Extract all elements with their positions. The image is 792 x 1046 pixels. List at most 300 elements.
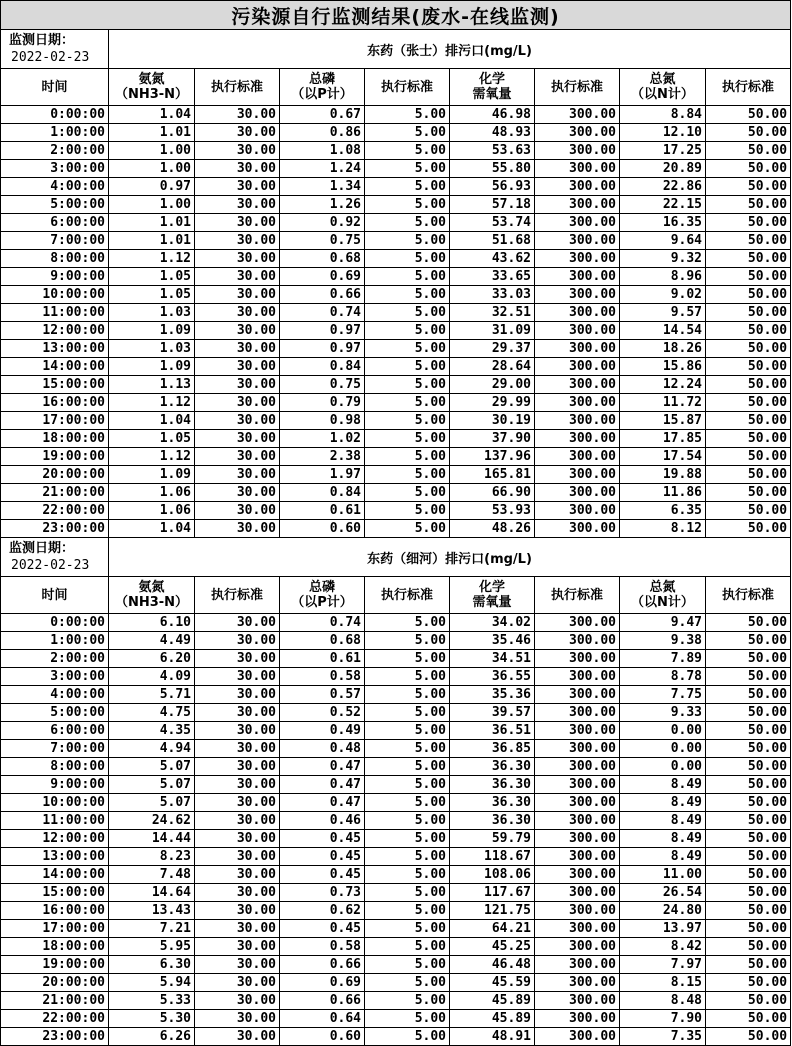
cod-value: 36.30: [450, 758, 535, 776]
cod-standard: 300.00: [535, 340, 620, 358]
nh3-standard: 30.00: [195, 956, 280, 974]
nh3-value: 1.05: [109, 286, 195, 304]
table-row: [1, 776, 791, 794]
tn-standard: 50.00: [706, 848, 791, 866]
tp-standard: 5.00: [365, 740, 450, 758]
tp-standard: 5.00: [365, 794, 450, 812]
tp-value: 0.64: [280, 1010, 365, 1028]
table-row: [1, 902, 791, 920]
table-row: [1, 250, 791, 268]
cod-value: 46.98: [450, 106, 535, 124]
time-cell: 16:00:00: [1, 902, 109, 920]
cod-standard: 300.00: [535, 902, 620, 920]
tn-value: 8.96: [620, 268, 706, 286]
tn-value: 0.00: [620, 758, 706, 776]
col-tn-line1: 总氮: [649, 580, 676, 595]
tp-standard: 5.00: [365, 502, 450, 520]
tn-standard: 50.00: [706, 376, 791, 394]
tp-standard: 5.00: [365, 466, 450, 484]
nh3-standard: 30.00: [195, 448, 280, 466]
tp-value: 0.58: [280, 938, 365, 956]
time-cell: 23:00:00: [1, 1028, 109, 1046]
nh3-standard: 30.00: [195, 686, 280, 704]
tn-standard: 50.00: [706, 794, 791, 812]
tn-value: 15.87: [620, 412, 706, 430]
tp-standard: 5.00: [365, 448, 450, 466]
tn-standard: 50.00: [706, 448, 791, 466]
tn-standard: 50.00: [706, 502, 791, 520]
cod-value: 45.89: [450, 992, 535, 1010]
tn-value: 17.25: [620, 142, 706, 160]
cod-standard: 300.00: [535, 632, 620, 650]
tp-standard: 5.00: [365, 650, 450, 668]
cod-standard: 300.00: [535, 758, 620, 776]
tp-standard: 5.00: [365, 848, 450, 866]
cod-standard: 300.00: [535, 686, 620, 704]
nh3-standard: 30.00: [195, 650, 280, 668]
tp-standard: 5.00: [365, 1010, 450, 1028]
tn-standard: 50.00: [706, 466, 791, 484]
time-cell: 19:00:00: [1, 956, 109, 974]
time-cell: 9:00:00: [1, 268, 109, 286]
table-row: [1, 214, 791, 232]
tp-value: 0.86: [280, 124, 365, 142]
table-row: [1, 448, 791, 466]
table-row: [1, 178, 791, 196]
cod-value: 36.30: [450, 812, 535, 830]
tp-value: 0.47: [280, 776, 365, 794]
cod-standard: 300.00: [535, 268, 620, 286]
tp-standard: 5.00: [365, 178, 450, 196]
time-cell: 12:00:00: [1, 830, 109, 848]
tp-standard: 5.00: [365, 430, 450, 448]
nh3-value: 7.21: [109, 920, 195, 938]
tn-standard: 50.00: [706, 866, 791, 884]
nh3-standard: 30.00: [195, 1010, 280, 1028]
cod-value: 31.09: [450, 322, 535, 340]
nh3-value: 1.03: [109, 304, 195, 322]
cod-standard: 300.00: [535, 484, 620, 502]
nh3-value: 1.01: [109, 232, 195, 250]
tp-value: 0.62: [280, 902, 365, 920]
tp-standard: 5.00: [365, 686, 450, 704]
tp-standard: 5.00: [365, 214, 450, 232]
tn-standard: 50.00: [706, 232, 791, 250]
cod-value: 55.80: [450, 160, 535, 178]
table-row: [1, 358, 791, 376]
table-row: [1, 1028, 791, 1046]
tp-value: 0.61: [280, 650, 365, 668]
tp-standard: 5.00: [365, 412, 450, 430]
cod-value: 36.30: [450, 794, 535, 812]
col-cod: [450, 577, 535, 614]
tp-standard: 5.00: [365, 632, 450, 650]
cod-value: 48.93: [450, 124, 535, 142]
col-tn-line2: （以N计）: [631, 87, 694, 102]
column-header-row: [1, 577, 791, 614]
table-row: [1, 466, 791, 484]
tp-standard: 5.00: [365, 1028, 450, 1046]
col-std: 执行标准: [365, 577, 450, 614]
col-nh3-line2: （NH3-N）: [114, 595, 189, 610]
nh3-value: 1.09: [109, 358, 195, 376]
time-cell: 18:00:00: [1, 938, 109, 956]
nh3-value: 5.07: [109, 794, 195, 812]
col-tp-line1: 总磷: [308, 72, 335, 87]
section-header: [1, 538, 791, 577]
time-cell: 16:00:00: [1, 394, 109, 412]
table-row: [1, 286, 791, 304]
tp-standard: 5.00: [365, 992, 450, 1010]
col-nh3: [109, 69, 195, 106]
tp-standard: 5.00: [365, 376, 450, 394]
table-row: [1, 142, 791, 160]
tp-standard: 5.00: [365, 722, 450, 740]
nh3-value: 1.12: [109, 250, 195, 268]
cod-standard: 300.00: [535, 214, 620, 232]
cod-value: 43.62: [450, 250, 535, 268]
tn-standard: 50.00: [706, 938, 791, 956]
nh3-value: 5.71: [109, 686, 195, 704]
table-row: [1, 196, 791, 214]
time-cell: 20:00:00: [1, 466, 109, 484]
cod-standard: 300.00: [535, 358, 620, 376]
tn-value: 7.35: [620, 1028, 706, 1046]
col-tp-line2: （以P计）: [291, 87, 353, 102]
cod-value: 36.85: [450, 740, 535, 758]
time-cell: 22:00:00: [1, 1010, 109, 1028]
cod-value: 51.68: [450, 232, 535, 250]
tn-value: 8.84: [620, 106, 706, 124]
time-cell: 8:00:00: [1, 250, 109, 268]
tp-standard: 5.00: [365, 160, 450, 178]
nh3-standard: 30.00: [195, 758, 280, 776]
time-cell: 3:00:00: [1, 668, 109, 686]
nh3-standard: 30.00: [195, 484, 280, 502]
tn-standard: 50.00: [706, 106, 791, 124]
nh3-value: 5.33: [109, 992, 195, 1010]
cod-standard: 300.00: [535, 502, 620, 520]
tn-value: 7.97: [620, 956, 706, 974]
outlet-title: 东药（细河）排污口(mg/L): [109, 538, 791, 577]
tn-standard: 50.00: [706, 668, 791, 686]
tn-standard: 50.00: [706, 830, 791, 848]
date-label: 监测日期：: [9, 541, 75, 556]
tp-value: 0.66: [280, 992, 365, 1010]
time-cell: 23:00:00: [1, 520, 109, 538]
table-row: [1, 812, 791, 830]
col-cod-line1: 化学: [478, 580, 505, 595]
tn-standard: 50.00: [706, 412, 791, 430]
cod-standard: 300.00: [535, 322, 620, 340]
tp-value: 0.47: [280, 758, 365, 776]
col-tn-line2: （以N计）: [631, 595, 694, 610]
nh3-standard: 30.00: [195, 776, 280, 794]
tn-value: 0.00: [620, 740, 706, 758]
time-cell: 2:00:00: [1, 650, 109, 668]
date-value: 2022-02-23: [11, 50, 90, 65]
tp-value: 1.26: [280, 196, 365, 214]
nh3-standard: 30.00: [195, 740, 280, 758]
cod-value: 35.46: [450, 632, 535, 650]
cod-standard: 300.00: [535, 866, 620, 884]
nh3-value: 1.05: [109, 430, 195, 448]
cod-standard: 300.00: [535, 992, 620, 1010]
tp-standard: 5.00: [365, 286, 450, 304]
cod-value: 57.18: [450, 196, 535, 214]
cod-standard: 300.00: [535, 304, 620, 322]
nh3-standard: 30.00: [195, 430, 280, 448]
nh3-standard: 30.00: [195, 632, 280, 650]
cod-value: 56.93: [450, 178, 535, 196]
nh3-value: 4.49: [109, 632, 195, 650]
table-row: [1, 866, 791, 884]
cod-standard: 300.00: [535, 466, 620, 484]
time-cell: 11:00:00: [1, 812, 109, 830]
cod-standard: 300.00: [535, 650, 620, 668]
date-label: 监测日期：: [9, 33, 75, 48]
table-row: [1, 376, 791, 394]
monitoring-date-cell: [1, 538, 109, 577]
tp-standard: 5.00: [365, 704, 450, 722]
cod-value: 34.02: [450, 614, 535, 632]
tn-value: 11.00: [620, 866, 706, 884]
time-cell: 21:00:00: [1, 992, 109, 1010]
tn-standard: 50.00: [706, 286, 791, 304]
tn-standard: 50.00: [706, 250, 791, 268]
nh3-standard: 30.00: [195, 866, 280, 884]
cod-value: 45.25: [450, 938, 535, 956]
tn-value: 8.42: [620, 938, 706, 956]
time-cell: 5:00:00: [1, 704, 109, 722]
col-std: 执行标准: [706, 69, 791, 106]
nh3-standard: 30.00: [195, 938, 280, 956]
nh3-standard: 30.00: [195, 412, 280, 430]
tn-standard: 50.00: [706, 214, 791, 232]
time-cell: 12:00:00: [1, 322, 109, 340]
nh3-value: 1.04: [109, 412, 195, 430]
nh3-standard: 30.00: [195, 830, 280, 848]
tn-standard: 50.00: [706, 812, 791, 830]
tn-value: 11.86: [620, 484, 706, 502]
nh3-value: 4.09: [109, 668, 195, 686]
nh3-value: 1.06: [109, 484, 195, 502]
tp-value: 0.75: [280, 232, 365, 250]
nh3-value: 1.09: [109, 322, 195, 340]
tp-value: 0.97: [280, 340, 365, 358]
tp-value: 0.60: [280, 1028, 365, 1046]
table-row: [1, 430, 791, 448]
time-cell: 3:00:00: [1, 160, 109, 178]
table-row: [1, 614, 791, 632]
col-cod-line2: 需氧量: [472, 87, 512, 102]
nh3-standard: 30.00: [195, 214, 280, 232]
cod-value: 45.89: [450, 1010, 535, 1028]
nh3-value: 14.44: [109, 830, 195, 848]
table-row: [1, 884, 791, 902]
nh3-value: 4.75: [109, 704, 195, 722]
tp-standard: 5.00: [365, 484, 450, 502]
table-row: [1, 268, 791, 286]
nh3-value: 4.35: [109, 722, 195, 740]
tn-standard: 50.00: [706, 160, 791, 178]
time-cell: 4:00:00: [1, 686, 109, 704]
cod-standard: 300.00: [535, 448, 620, 466]
nh3-value: 24.62: [109, 812, 195, 830]
nh3-value: 13.43: [109, 902, 195, 920]
col-std: 执行标准: [535, 69, 620, 106]
monitoring-date-cell: [1, 30, 109, 69]
nh3-value: 0.97: [109, 178, 195, 196]
time-cell: 21:00:00: [1, 484, 109, 502]
nh3-standard: 30.00: [195, 340, 280, 358]
time-cell: 14:00:00: [1, 358, 109, 376]
tn-standard: 50.00: [706, 430, 791, 448]
cod-standard: 300.00: [535, 704, 620, 722]
tp-value: 0.74: [280, 304, 365, 322]
time-cell: 0:00:00: [1, 106, 109, 124]
time-cell: 22:00:00: [1, 502, 109, 520]
nh3-value: 5.95: [109, 938, 195, 956]
time-cell: 7:00:00: [1, 740, 109, 758]
tp-value: 0.84: [280, 484, 365, 502]
cod-value: 39.57: [450, 704, 535, 722]
tn-standard: 50.00: [706, 920, 791, 938]
nh3-value: 5.07: [109, 758, 195, 776]
tn-value: 22.15: [620, 196, 706, 214]
tp-value: 1.02: [280, 430, 365, 448]
tp-standard: 5.00: [365, 358, 450, 376]
cod-standard: 300.00: [535, 430, 620, 448]
tp-standard: 5.00: [365, 884, 450, 902]
cod-value: 53.74: [450, 214, 535, 232]
table-row: [1, 106, 791, 124]
cod-value: 32.51: [450, 304, 535, 322]
cod-value: 53.93: [450, 502, 535, 520]
cod-standard: 300.00: [535, 196, 620, 214]
cod-standard: 300.00: [535, 232, 620, 250]
nh3-standard: 30.00: [195, 232, 280, 250]
tn-standard: 50.00: [706, 614, 791, 632]
time-cell: 15:00:00: [1, 884, 109, 902]
tn-value: 24.80: [620, 902, 706, 920]
outlet-title: 东药（张士）排污口(mg/L): [109, 30, 791, 69]
cod-standard: 300.00: [535, 1010, 620, 1028]
table-row: [1, 668, 791, 686]
cod-value: 34.51: [450, 650, 535, 668]
col-nh3-line1: 氨氮: [138, 72, 165, 87]
tp-standard: 5.00: [365, 938, 450, 956]
cod-value: 45.59: [450, 974, 535, 992]
tp-standard: 5.00: [365, 974, 450, 992]
tn-value: 9.64: [620, 232, 706, 250]
tn-value: 9.33: [620, 704, 706, 722]
tn-standard: 50.00: [706, 520, 791, 538]
cod-standard: 300.00: [535, 938, 620, 956]
tn-standard: 50.00: [706, 304, 791, 322]
tn-standard: 50.00: [706, 686, 791, 704]
page-title: 污染源自行监测结果(废水-在线监测): [1, 1, 791, 30]
tn-value: 0.00: [620, 722, 706, 740]
tn-value: 22.86: [620, 178, 706, 196]
tp-value: 1.97: [280, 466, 365, 484]
table-row: [1, 956, 791, 974]
table-row: [1, 632, 791, 650]
cod-value: 48.91: [450, 1028, 535, 1046]
nh3-standard: 30.00: [195, 106, 280, 124]
tp-standard: 5.00: [365, 668, 450, 686]
table-row: [1, 794, 791, 812]
col-cod-line1: 化学: [478, 72, 505, 87]
tp-value: 0.75: [280, 376, 365, 394]
time-cell: 1:00:00: [1, 632, 109, 650]
table-row: [1, 650, 791, 668]
tn-value: 17.85: [620, 430, 706, 448]
tn-value: 8.48: [620, 992, 706, 1010]
cod-standard: 300.00: [535, 830, 620, 848]
time-cell: 9:00:00: [1, 776, 109, 794]
tp-standard: 5.00: [365, 268, 450, 286]
tp-standard: 5.00: [365, 250, 450, 268]
col-tn: [620, 69, 706, 106]
tn-standard: 50.00: [706, 650, 791, 668]
time-cell: 17:00:00: [1, 920, 109, 938]
time-cell: 4:00:00: [1, 178, 109, 196]
table-row: [1, 232, 791, 250]
time-cell: 1:00:00: [1, 124, 109, 142]
cod-value: 118.67: [450, 848, 535, 866]
tp-value: 1.08: [280, 142, 365, 160]
tp-standard: 5.00: [365, 394, 450, 412]
table-row: [1, 848, 791, 866]
nh3-standard: 30.00: [195, 1028, 280, 1046]
cod-value: 48.26: [450, 520, 535, 538]
cod-standard: 300.00: [535, 740, 620, 758]
tn-value: 8.15: [620, 974, 706, 992]
cod-standard: 300.00: [535, 794, 620, 812]
tn-value: 19.88: [620, 466, 706, 484]
tn-value: 7.75: [620, 686, 706, 704]
tp-value: 0.66: [280, 286, 365, 304]
tp-value: 0.45: [280, 848, 365, 866]
time-cell: 10:00:00: [1, 286, 109, 304]
cod-standard: 300.00: [535, 394, 620, 412]
table-row: [1, 740, 791, 758]
nh3-standard: 30.00: [195, 974, 280, 992]
nh3-value: 1.03: [109, 340, 195, 358]
time-cell: 11:00:00: [1, 304, 109, 322]
col-time: 时间: [1, 577, 109, 614]
cod-standard: 300.00: [535, 250, 620, 268]
tn-value: 12.24: [620, 376, 706, 394]
table-row: [1, 502, 791, 520]
nh3-standard: 30.00: [195, 196, 280, 214]
time-cell: 13:00:00: [1, 340, 109, 358]
table-row: [1, 412, 791, 430]
time-cell: 8:00:00: [1, 758, 109, 776]
nh3-standard: 30.00: [195, 268, 280, 286]
nh3-standard: 30.00: [195, 520, 280, 538]
tp-value: 0.45: [280, 866, 365, 884]
time-cell: 0:00:00: [1, 614, 109, 632]
tn-standard: 50.00: [706, 758, 791, 776]
cod-standard: 300.00: [535, 160, 620, 178]
nh3-standard: 30.00: [195, 322, 280, 340]
col-cod: [450, 69, 535, 106]
column-header-row: [1, 69, 791, 106]
nh3-standard: 30.00: [195, 614, 280, 632]
nh3-standard: 30.00: [195, 848, 280, 866]
